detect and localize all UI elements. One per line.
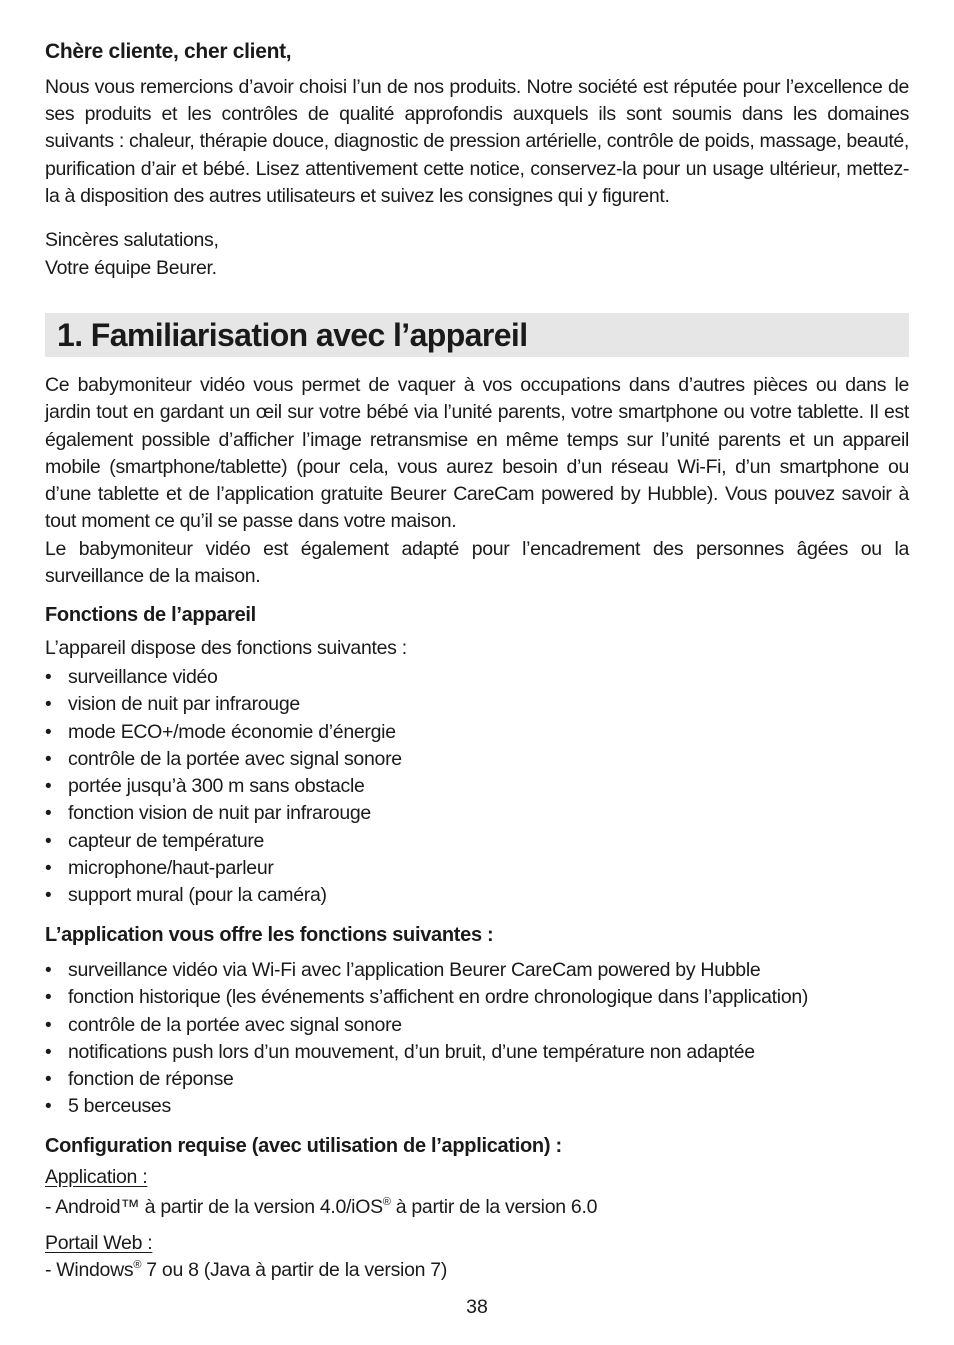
closing	[45, 226, 219, 282]
section-heading-bar	[45, 313, 909, 357]
greeting-title: Chère cliente, cher client,	[45, 40, 292, 63]
list-item: • mode ECO+/mode économie d’énergie	[45, 719, 402, 746]
closing-line: Sincères salutations,	[45, 229, 219, 251]
section-body	[45, 372, 909, 590]
list-item: • support mural (pour la caméra)	[45, 882, 402, 909]
list-item: • capteur de température	[45, 828, 402, 855]
intro-paragraph: Nous vous remercions d’avoir choisi l’un de nos produits. Notre société est réputée pour l’excellence de ses produits et les contrôles de qualité approfondis auxquels ils sont soumis dans les domaines suivants : chaleur, thérapie douce, diagnostic de pression artérielle, contrôle de poids, massage, beauté, purification d’air et bébé. Lisez attentivement cette notice, conservez-la pour un usage ultérieur, mettez-la à disposition des autres utilisateurs et suivez les consignes qui y figurent.	[45, 76, 909, 207]
page-number: 38	[466, 1296, 488, 1318]
closing-signature: Votre équipe Beurer.	[45, 257, 217, 279]
requirement-text: à partir de la version 6.0	[390, 1196, 598, 1218]
requirements-heading: Configuration requise (avec utilisation de l’application) :	[45, 1135, 562, 1157]
list-item: • 5 berceuses	[45, 1093, 808, 1120]
list-item: • fonction de réponse	[45, 1066, 808, 1093]
section-paragraph: Ce babymoniteur vidéo vous permet de vaquer à vos occupations dans d’autres pièces ou dans le jardin tout en gardant un œil sur votre bébé via l’unité parents, votre smartphone ou votre tablette. Il est également possible d’afficher l’image retransmise en même temps sur l’unité parents et un appareil mobile (smartphone/tablette) (pour cela, vous aurez besoin d’un réseau Wi-Fi, d’un smartphone ou d’une tablette et de l’application gratuite Beurer CareCam powered by Hubble). Vous pouvez savoir à tout moment ce qu’il se passe dans votre maison.	[45, 374, 909, 533]
list-item: • contrôle de la portée avec signal sonore	[45, 746, 402, 773]
app-functions-heading: L’application vous offre les fonctions suivantes :	[45, 924, 494, 946]
web-portal-requirement	[45, 1259, 447, 1282]
application-label: Application :	[45, 1166, 148, 1188]
list-item: • notifications push lors d’un mouvement, d’un bruit, d’une température non adaptée	[45, 1039, 808, 1066]
device-functions-heading: Fonctions de l’appareil	[45, 604, 256, 626]
list-item: • vision de nuit par infrarouge	[45, 691, 402, 718]
requirement-text: 7 ou 8 (Java à partir de la version 7)	[141, 1259, 448, 1281]
registered-mark: ®	[382, 1196, 391, 1208]
list-item: • surveillance vidéo	[45, 664, 402, 691]
web-portal-label: Portail Web :	[45, 1232, 153, 1254]
requirement-text: - Windows	[45, 1259, 134, 1281]
list-item: • contrôle de la portée avec signal sonore	[45, 1012, 808, 1039]
app-functions-list	[45, 957, 808, 1121]
list-item: • fonction historique (les événements s’affichent en ordre chronologique dans l’application)	[45, 984, 808, 1011]
list-item: • fonction vision de nuit par infrarouge	[45, 800, 402, 827]
application-requirement	[45, 1196, 597, 1219]
list-item: • surveillance vidéo via Wi-Fi avec l’application Beurer CareCam powered by Hubble	[45, 957, 808, 984]
registered-mark: ®	[133, 1259, 142, 1271]
device-functions-intro: L’appareil dispose des fonctions suivantes :	[45, 637, 407, 659]
list-item: • microphone/haut-parleur	[45, 855, 402, 882]
device-functions-list	[45, 664, 402, 910]
requirement-text: - Android™ à partir de la version 4.0/iOS	[45, 1196, 383, 1218]
list-item: • portée jusqu’à 300 m sans obstacle	[45, 773, 402, 800]
section-title: 1. Familiarisation avec l’appareil	[57, 317, 528, 353]
section-paragraph: Le babymoniteur vidéo est également adapté pour l’encadrement des personnes âgées ou la surveillance de la maison.	[45, 537, 909, 588]
